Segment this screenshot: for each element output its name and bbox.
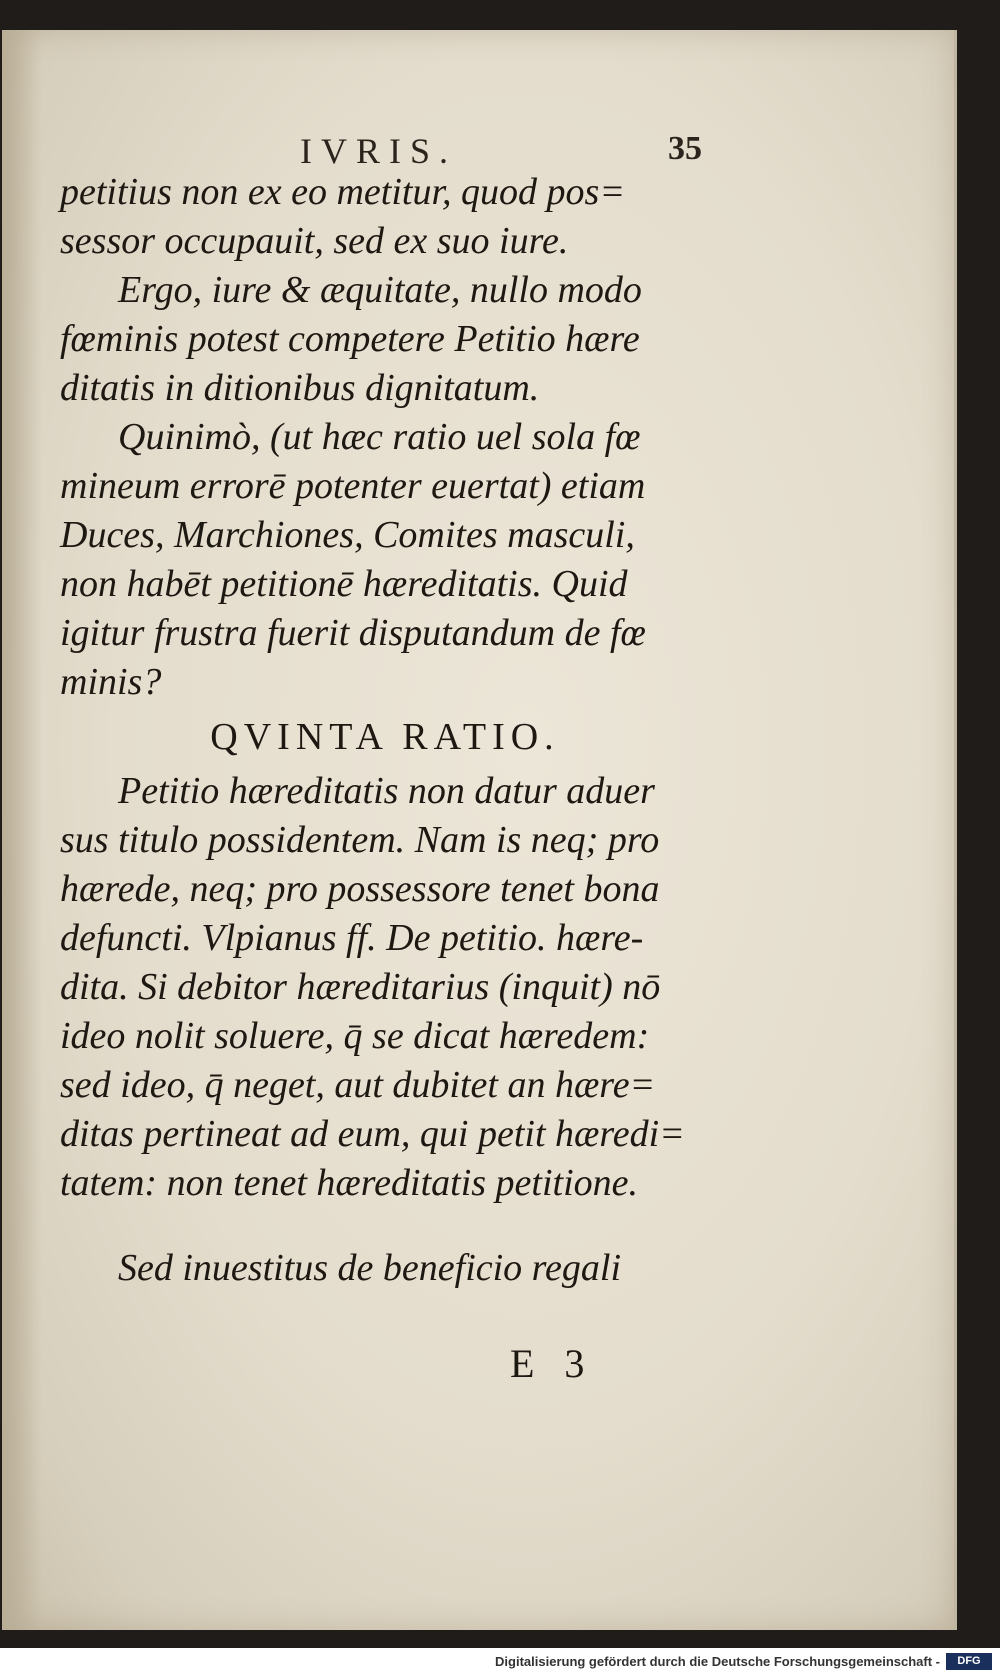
- text-line: sed ideo, q̄ neget, aut dubitet an hære=: [60, 1064, 656, 1106]
- text-line: ditas pertineat ad eum, qui petit hæredi=: [60, 1113, 685, 1155]
- text-line: Quinimò, (ut hæc ratio uel sola fœ: [118, 416, 641, 458]
- signature-mark: E 3: [510, 1341, 585, 1386]
- body-text: [60, 168, 750, 1293]
- section-heading: QVINTA RATIO.: [210, 716, 560, 758]
- page-gutter: [2, 30, 42, 1630]
- running-head: IVRIS.: [300, 131, 458, 171]
- text-line: Duces, Marchiones, Comites masculi,: [60, 514, 635, 556]
- text-line: sessor occupauit, sed ex suo iure.: [60, 220, 569, 262]
- text-line: minis?: [60, 661, 162, 703]
- text-line: igitur frustra fuerit disputandum de fœ: [60, 612, 646, 654]
- text-line: Ergo, iure & æquitate, nullo modo: [118, 269, 642, 311]
- page-number: 35: [668, 130, 702, 167]
- text-line: non habēt petitionē hæreditatis. Quid: [60, 563, 628, 605]
- catchword-line: Sed inuestitus de beneficio regali: [118, 1247, 622, 1289]
- text-line: ideo nolit soluere, q̄ se dicat hæredem:: [60, 1015, 650, 1057]
- text-line: defuncti. Vlpianus ff. De petitio. hære-: [60, 917, 644, 959]
- spacer: [60, 1208, 750, 1244]
- dfg-logo: DFG: [946, 1653, 992, 1670]
- footer-bar: [0, 1648, 1000, 1675]
- text-line: fœminis potest competere Petitio hære: [60, 318, 640, 360]
- text-line: petitius non ex eo metitur, quod pos=: [60, 171, 625, 213]
- text-line: tatem: non tenet hæreditatis petitione.: [60, 1162, 638, 1204]
- text-line: dita. Si debitor hæreditarius (inquit) nō: [60, 966, 661, 1008]
- text-line: mineum errorē potenter euertat) etiam: [60, 465, 646, 507]
- footer-credit: Digitalisierung gefördert durch die Deutsche Forschungsgemeinschaft -: [495, 1654, 940, 1669]
- text-line: hærede, neq; pro possessore tenet bona: [60, 868, 660, 910]
- text-line: Petitio hæreditatis non datur aduer: [118, 770, 655, 812]
- text-line: ditatis in ditionibus dignitatum.: [60, 367, 540, 409]
- text-line: sus titulo possidentem. Nam is neq; pro: [60, 819, 660, 861]
